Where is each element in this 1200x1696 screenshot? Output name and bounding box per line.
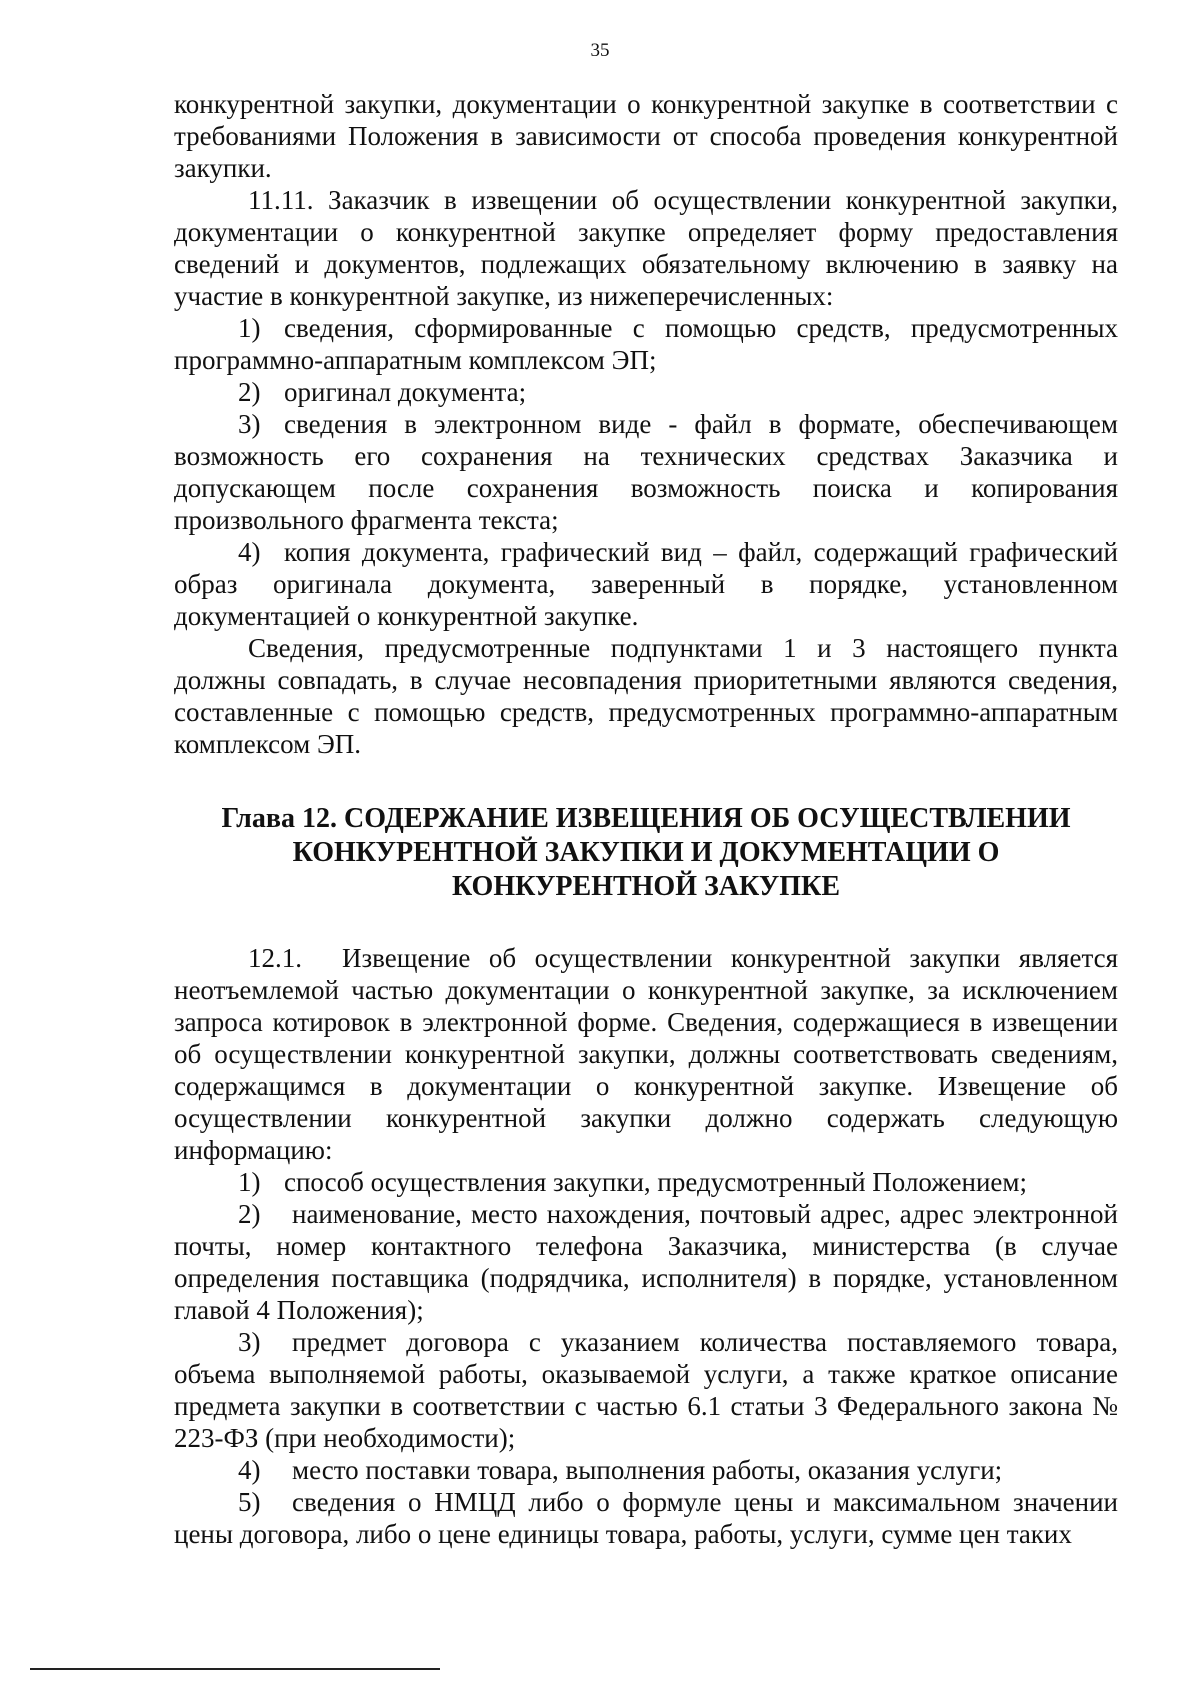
- list-item: [174, 1198, 1118, 1326]
- paragraph-12-1: [174, 942, 1118, 1166]
- list-item-text: предмет договора с указанием количества поставляемого товара, объема выполняемой работы, оказываемой услуги, а также краткое описание предмета закупки в соответствии с частью 6.1 статьи 3 Федерального закона № 223-ФЗ (при необходимости);: [174, 1327, 1118, 1453]
- list-item-text: наименование, место нахождения, почтовый адрес, адрес электронной почты, номер контактного телефона Заказчика, министерства (в случае определения поставщика (подрядчика, исполнителя) в порядке, установленном главой 4 Положения);: [174, 1199, 1118, 1325]
- list-item-number: 4): [238, 537, 261, 567]
- list-item: [174, 1326, 1118, 1454]
- list-item: [174, 1166, 1118, 1198]
- list-item-number: 1): [238, 1167, 261, 1197]
- list-item-text: способ осуществления закупки, предусмотренный Положением;: [284, 1167, 1028, 1197]
- chapter-heading: [174, 802, 1118, 904]
- clause-number: 12.1.: [248, 943, 302, 973]
- chapter-heading-line: КОНКУРЕНТНОЙ ЗАКУПКЕ: [451, 871, 841, 902]
- clause-text: Извещение об осуществлении конкурентной закупки является неотъемлемой частью документации о конкурентной закупке, за исключением запроса котировок в электронной форме. Сведения, содержащиеся в извещении об осуществлении конкурентной закупки, должны соответствовать сведениям, содержащимся в документации о конкурентной закупке. Извещение об осуществлении конкурентной закупки должно содержать следующую информацию:: [174, 943, 1118, 1165]
- document-body: [174, 88, 1118, 1550]
- page-number: 35: [590, 40, 610, 61]
- list-item: [174, 1486, 1118, 1550]
- list-item-number: 2): [238, 377, 261, 407]
- paragraph-conclusion: Сведения, предусмотренные подпунктами 1 и 3 настоящего пункта должны совпадать, в случае несовпадения приоритетными являются сведения, составленные с помощью средств, предусмотренных программно-аппаратным комплексом ЭП.: [174, 633, 1118, 759]
- list-item: [174, 376, 1118, 408]
- list-item-text: сведения в электронном виде - файл в формате, обеспечивающем возможность его сохранения на технических средствах Заказчика и допускающем после сохранения возможность поиска и копирования произвольного фрагмента текста;: [174, 409, 1118, 535]
- list-item: [174, 536, 1118, 632]
- list-item-number: 1): [238, 313, 261, 343]
- list-item: [174, 408, 1118, 536]
- paragraph-11-11: 11.11. Заказчик в извещении об осуществлении конкурентной закупки, документации о конкурентной закупке определяет форму предоставления сведений и документов, подлежащих обязательному включению в заявку на участие в конкурентной закупке, из нижеперечисленных:: [174, 185, 1118, 311]
- list-item-text: место поставки товара, выполнения работы, оказания услуги;: [292, 1455, 1003, 1485]
- list-item-text: сведения, сформированные с помощью средств, предусмотренных программно-аппаратным комплексом ЭП;: [174, 313, 1118, 375]
- list-item-number: 4): [238, 1455, 261, 1485]
- list-item: [174, 312, 1118, 376]
- list-item-text: оригинал документа;: [284, 377, 527, 407]
- list-item-number: 2): [238, 1199, 261, 1229]
- list-item: [174, 1454, 1118, 1486]
- section-12: [174, 942, 1118, 1550]
- chapter-heading-line: КОНКУРЕНТНОЙ ЗАКУПКИ И ДОКУМЕНТАЦИИ О: [292, 837, 1000, 868]
- list-item-text: сведения о НМЦД либо о формуле цены и максимальном значении цены договора, либо о цене единицы товара, работы, услуги, сумме цен таких: [174, 1487, 1118, 1549]
- list-item-number: 3): [238, 1327, 261, 1357]
- list-item-text: копия документа, графический вид – файл, содержащий графический образ оригинала документа, заверенный в порядке, установленном документацией о конкурентной закупке.: [174, 537, 1118, 631]
- footnote-separator: [30, 1668, 440, 1670]
- list-item-number: 3): [238, 409, 261, 439]
- chapter-heading-line: Глава 12. СОДЕРЖАНИЕ ИЗВЕЩЕНИЯ ОБ ОСУЩЕСТВЛЕНИИ: [221, 803, 1071, 834]
- paragraph-continuation: конкурентной закупки, документации о конкурентной закупке в соответствии с требованиями Положения в зависимости от способа проведения конкурентной закупки.: [174, 89, 1118, 183]
- list-item-number: 5): [238, 1487, 261, 1517]
